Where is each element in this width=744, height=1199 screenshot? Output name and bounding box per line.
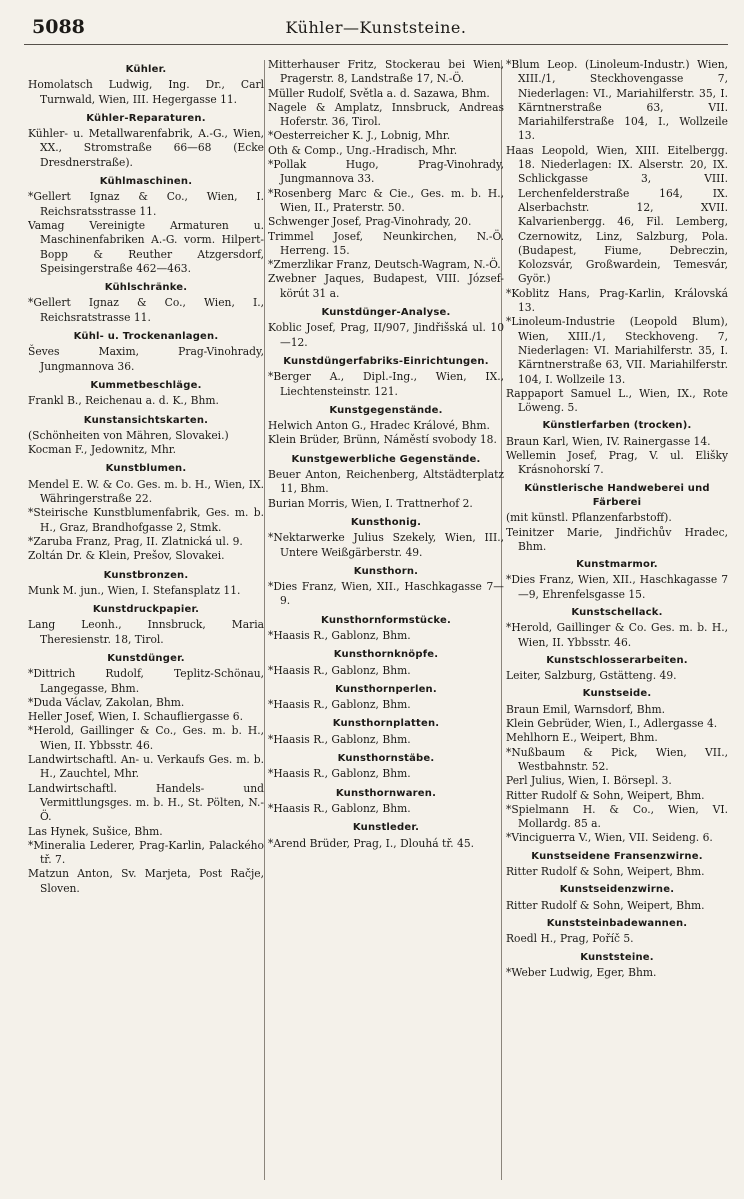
directory-entry: *Haasis R., Gablonz, Bhm. — [268, 628, 411, 642]
directory-section — [28, 63, 264, 107]
directory-entry: Koblic Josef, Prag, II/907, Jindřišská ul. 10—12. — [268, 321, 504, 349]
directory-entry: *Blum Leop. (Linoleum-Industr.) Wien, XIII./1, Steckhovengasse 7, Niederlagen: VI., Mariahilferstr. 35, I. Kärntnerstraße 63, VII. Mariahilferstraße 104, I., Wollzeile 13. — [506, 58, 728, 143]
directory-entry: Ševes Maxim, Prag-Vinohrady, Jungmannova 36. — [28, 345, 264, 373]
section-heading: Kunstmarmor. — [576, 559, 658, 571]
directory-entry: Helwich Anton G., Hradec Králové, Bhm. — [268, 419, 490, 433]
section-heading: Kunstschellack. — [571, 606, 663, 618]
directory-entry: Mehlhorn E., Weipert, Bhm. — [506, 731, 658, 745]
directory-section — [268, 683, 504, 713]
section-heading: Kunsthorn. — [353, 565, 419, 577]
directory-entry: *Herold, Gaillinger & Co. Ges. m. b. H., Wien, II. Ybbsstr. 46. — [506, 621, 728, 649]
directory-entry: *Koblitz Hans, Prag-Karlin, Královská 13. — [506, 286, 728, 315]
directory-entry: *Duda Václav, Zakolan, Bhm. — [28, 695, 185, 709]
directory-section — [506, 850, 728, 880]
directory-entry: *Linoleum-Industrie (Leopold Blum), Wien, XIII./1, Steckhoveng. 7, Niederlagen: VI. Mariahilferstr. 35, I. Kärntnerstraße 63, VII. Mariahilferstr. 104, I. Wollzeile 13. — [506, 315, 728, 386]
directory-section — [28, 462, 264, 563]
directory-entry: *Gellert Ignaz & Co., Wien, I., Reichsratstrasse 11. — [28, 296, 264, 324]
section-heading: Kunstgegenstände. — [329, 404, 443, 416]
directory-entry: Leiter, Salzburg, Gstätteng. 49. — [506, 669, 677, 683]
section-heading: Kummetbeschläge. — [90, 379, 202, 391]
directory-entry: *Spielmann H. & Co., Wien, VI. Mollardg. 85 a. — [506, 802, 728, 831]
directory-section — [28, 569, 264, 599]
section-heading: Kunsthornstäbe. — [337, 753, 435, 765]
directory-section — [506, 883, 728, 913]
directory-entry: *Berger A., Dipl.-Ing., Wien, IX., Liechtensteinstr. 121. — [268, 370, 504, 398]
directory-entry: Oth & Comp., Ung.-Hradisch, Mhr. — [268, 143, 458, 157]
directory-entry: Rappaport Samuel L., Wien, IX., Rote Löweng. 5. — [506, 386, 728, 415]
section-heading: Kunstbronzen. — [103, 569, 189, 581]
directory-entry: *Arend Brüder, Prag, I., Dlouhá tř. 45. — [268, 836, 475, 850]
directory-entry: Landwirtschaftl. An- u. Verkaufs Ges. m. b. H., Zauchtel, Mhr. — [28, 753, 264, 781]
column-1 — [28, 58, 264, 1183]
section-heading: Kunststeine. — [580, 951, 654, 963]
directory-section — [268, 453, 504, 511]
column-2 — [268, 58, 504, 1183]
section-heading: Künstlerfarben (trocken). — [542, 420, 692, 432]
directory-entry: Zwebner Jaques, Budapest, VIII. József-körút 31 a. — [268, 272, 504, 300]
directory-entry: (Schönheiten von Mähren, Slovakei.) — [28, 428, 229, 442]
directory-entry: Las Hynek, Sušice, Bhm. — [28, 824, 163, 838]
section-heading: Kunstseidenzwirne. — [559, 884, 675, 896]
section-heading: Kunsthornplatten. — [332, 718, 440, 730]
directory-section — [506, 917, 728, 947]
directory-entry: Perl Julius, Wien, I. Börsepl. 3. — [506, 774, 672, 788]
section-heading: Kunsthornknöpfe. — [333, 649, 439, 661]
directory-entry: *Dies Franz, Wien, XII., Haschkagasse 7—9. — [268, 580, 504, 608]
section-heading: Kunsthornwaren. — [335, 787, 437, 799]
section-heading: Kühler-Reparaturen. — [86, 112, 206, 124]
directory-entry: *Haasis R., Gablonz, Bhm. — [268, 663, 411, 677]
directory-section — [268, 516, 504, 560]
directory-section — [28, 281, 264, 325]
directory-entry: *Pollak Hugo, Prag-Vinohrady, Jungmannova 33. — [268, 158, 504, 186]
directory-section — [28, 379, 264, 409]
directory-entry: *Haasis R., Gablonz, Bhm. — [268, 801, 411, 815]
directory-entry: *Steirische Kunstblumenfabrik, Ges. m. b. H., Graz, Brandhofgasse 2, Stmk. — [28, 506, 264, 534]
section-heading: Kunstseidene Fransenzwirne. — [531, 850, 703, 862]
directory-section — [268, 614, 504, 644]
directory-section — [28, 652, 264, 896]
directory-entry: Munk M. jun., Wien, I. Stefansplatz 11. — [28, 583, 241, 597]
directory-entry: Teinitzer Marie, Jindřichův Hradec, Bhm. — [506, 525, 728, 553]
directory-entry: Frankl B., Reichenau a. d. K., Bhm. — [28, 394, 219, 408]
section-heading: Kühler. — [125, 64, 167, 75]
section-heading: Kunstseide. — [582, 688, 652, 700]
directory-section — [28, 175, 264, 276]
directory-section — [506, 58, 728, 415]
section-heading: Kunstansichtskarten. — [83, 414, 209, 426]
column-divider — [264, 60, 265, 1180]
directory-section — [268, 355, 504, 399]
directory-entry: (mit künstl. Pflanzenfarbstoff). — [506, 511, 672, 525]
directory-section — [268, 306, 504, 350]
directory-entry: Haas Leopold, Wien, XIII. Eitelbergg. 18. Niederlagen: IX. Alserstr. 20, IX. Schlickgasse 3, VIII. Lerchenfelderstraße 164, IX. Alserbachstr. 12, XVII. Kalvarienbergg. 46, Fil. Lemberg, Czernowitz, Linz, Salzburg, Pola. (Budapest, Fiume, Debreczin, Kolozsvár, Großwardein, Temesvár, Györ.) — [506, 143, 728, 286]
section-heading: Kunststeinbadewannen. — [546, 917, 688, 929]
directory-entry: Ritter Rudolf & Sohn, Weipert, Bhm. — [506, 865, 705, 879]
directory-section — [506, 654, 728, 684]
directory-entry: Lang Leonh., Innsbruck, Maria Theresienstr. 18, Tirol. — [28, 618, 264, 646]
directory-section — [28, 414, 264, 458]
directory-section — [506, 419, 728, 477]
directory-entry: *Gellert Ignaz & Co., Wien, I. Reichsratsstrasse 11. — [28, 190, 264, 218]
page-header — [24, 16, 728, 44]
directory-entry: *Zmerzlikar Franz, Deutsch-Wagram, N.-Ö. — [268, 258, 501, 272]
directory-section — [28, 603, 264, 647]
directory-section — [506, 951, 728, 981]
directory-entry: Zoltán Dr. & Klein, Prešov, Slovakei. — [28, 549, 225, 563]
directory-entry: Mendel E. W. & Co. Ges. m. b. H., Wien, IX. Währingerstraße 22. — [28, 477, 264, 506]
section-heading: Kunstdünger. — [107, 652, 185, 664]
header-rule — [24, 44, 728, 45]
directory-entry: *Haasis R., Gablonz, Bhm. — [268, 732, 411, 746]
directory-section — [506, 687, 728, 845]
section-heading: Kunstdruckpapier. — [92, 604, 200, 616]
directory-entry: Burian Morris, Wien, I. Trattnerhof 2. — [268, 496, 473, 510]
directory-entry: *Nektarwerke Julius Szekely, Wien, III., Untere Weißgärberstr. 49. — [268, 531, 504, 559]
section-heading: Kunstleder. — [352, 822, 420, 834]
directory-entry: Braun Karl, Wien, IV. Rainergasse 14. — [506, 434, 711, 448]
directory-entry: *Dies Franz, Wien, XII., Haschkagasse 7—9, Ehrenfelsgasse 15. — [506, 573, 728, 601]
directory-section — [268, 787, 504, 817]
section-heading: Kunsthornperlen. — [335, 683, 437, 695]
directory-entry: *Oesterreicher K. J., Lobnig, Mhr. — [268, 129, 451, 143]
directory-entry: Beuer Anton, Reichenberg, Altstädterplatz 11, Bhm. — [268, 468, 504, 496]
directory-entry: Mitterhauser Fritz, Stockerau bei Wien, Pragerstr. 8, Landstraße 17, N.-Ö. — [268, 58, 504, 86]
section-heading: Kunstdüngerfabriks-Einrichtungen. — [283, 355, 489, 367]
directory-entry: *Mineralia Lederer, Prag-Karlin, Palackého tř. 7. — [28, 838, 264, 867]
directory-entry: Ritter Rudolf & Sohn, Weipert, Bhm. — [506, 788, 705, 802]
page-title: Kühler—Kunststeine. — [285, 18, 467, 37]
directory-section — [506, 482, 728, 554]
section-heading: Kühlschränke. — [104, 282, 188, 294]
directory-entry: *Vinciguerra V., Wien, VII. Seideng. 6. — [506, 831, 713, 845]
directory-section — [28, 112, 264, 170]
directory-section — [268, 565, 504, 609]
directory-entry: *Weber Ludwig, Eger, Bhm. — [506, 965, 657, 979]
directory-entry: Klein Brüder, Brünn, Náměstí svobody 18. — [268, 433, 497, 447]
section-heading: Kunsthonig. — [350, 516, 422, 528]
directory-entry: *Herold, Gaillinger & Co., Ges. m. b. H., Wien, II. Ybbsstr. 46. — [28, 724, 264, 752]
directory-entry: Nagele & Amplatz, Innsbruck, Andreas Hoferstr. 36, Tirol. — [268, 100, 504, 129]
directory-entry: Trimmel Josef, Neunkirchen, N.-Ö. Herreng. 15. — [268, 229, 504, 257]
directory-entry: *Haasis R., Gablonz, Bhm. — [268, 698, 411, 712]
directory-entry: Vamag Vereinigte Armaturen u. Maschinenfabriken A.-G. vorm. Hilpert-Bopp & Reuther Atzgersdorf, Speisingerstraße 462—463. — [28, 218, 264, 275]
directory-section — [506, 558, 728, 602]
section-heading: Kühlmaschinen. — [99, 176, 193, 188]
directory-entry: Ritter Rudolf & Sohn, Weipert, Bhm. — [506, 898, 705, 912]
section-heading: Kunstschlosserarbeiten. — [546, 654, 688, 666]
directory-entry: *Nußbaum & Pick, Wien, VII., Westbahnstr. 52. — [506, 745, 728, 773]
directory-entry: Kühler- u. Metallwarenfabrik, A.-G., Wien, XX., Stromstraße 66—68 (Ecke Dresdnerstraße). — [28, 127, 264, 169]
directory-entry: Klein Gebrüder, Wien, I., Adlergasse 4. — [506, 717, 718, 731]
directory-section — [268, 717, 504, 747]
directory-entry: Kocman F., Jedownitz, Mhr. — [28, 443, 177, 457]
section-heading: Kunstblumen. — [105, 463, 187, 475]
directory-entry: Müller Rudolf, Světla a. d. Sazawa, Bhm. — [268, 86, 490, 100]
directory-entry: *Haasis R., Gablonz, Bhm. — [268, 767, 411, 781]
directory-entry: Landwirtschaftl. Handels- und Vermittlungsges. m. b. H., St. Pölten, N.-Ö. — [28, 781, 264, 824]
directory-entry: *Dittrich Rudolf, Teplitz-Schönau, Langegasse, Bhm. — [28, 667, 264, 695]
directory-section — [268, 58, 504, 301]
directory-entry: Schwenger Josef, Prag-Vinohrady, 20. — [268, 215, 472, 229]
directory-section — [268, 648, 504, 678]
directory-entry: Matzun Anton, Sv. Marjeta, Post Račje, Sloven. — [28, 867, 264, 895]
directory-entry: Braun Emil, Warnsdorf, Bhm. — [506, 702, 665, 716]
section-heading: Kunstgewerbliche Gegenstände. — [291, 453, 481, 465]
directory-entry: Wellemin Josef, Prag, V. ul. Elišky Krásnohorskí 7. — [506, 449, 728, 477]
column-3 — [506, 58, 728, 1183]
directory-section — [268, 752, 504, 782]
directory-entry: Homolatsch Ludwig, Ing. Dr., Carl Turnwald, Wien, III. Hegergasse 11. — [28, 78, 264, 106]
directory-section — [268, 404, 504, 448]
directory-entry: *Zaruba Franz, Prag, II. Zlatnická ul. 9. — [28, 534, 243, 548]
section-heading: Kunsthornformstücke. — [321, 614, 451, 626]
directory-entry: *Rosenberg Marc & Cie., Ges. m. b. H., Wien, II., Praterstr. 50. — [268, 186, 504, 214]
section-heading: Künstlerische Handweberei und Färberei — [524, 482, 710, 508]
directory-entry: Roedl H., Prag, Poříč 5. — [506, 932, 634, 946]
page-number: 5088 — [32, 16, 85, 38]
section-heading: Kühl- u. Trockenanlagen. — [73, 331, 219, 343]
directory-section — [268, 821, 504, 851]
directory-section — [28, 330, 264, 374]
section-heading: Kunstdünger-Analyse. — [321, 307, 451, 319]
directory-section — [506, 606, 728, 650]
directory-entry: Heller Josef, Wien, I. Schaufliergasse 6. — [28, 710, 243, 724]
